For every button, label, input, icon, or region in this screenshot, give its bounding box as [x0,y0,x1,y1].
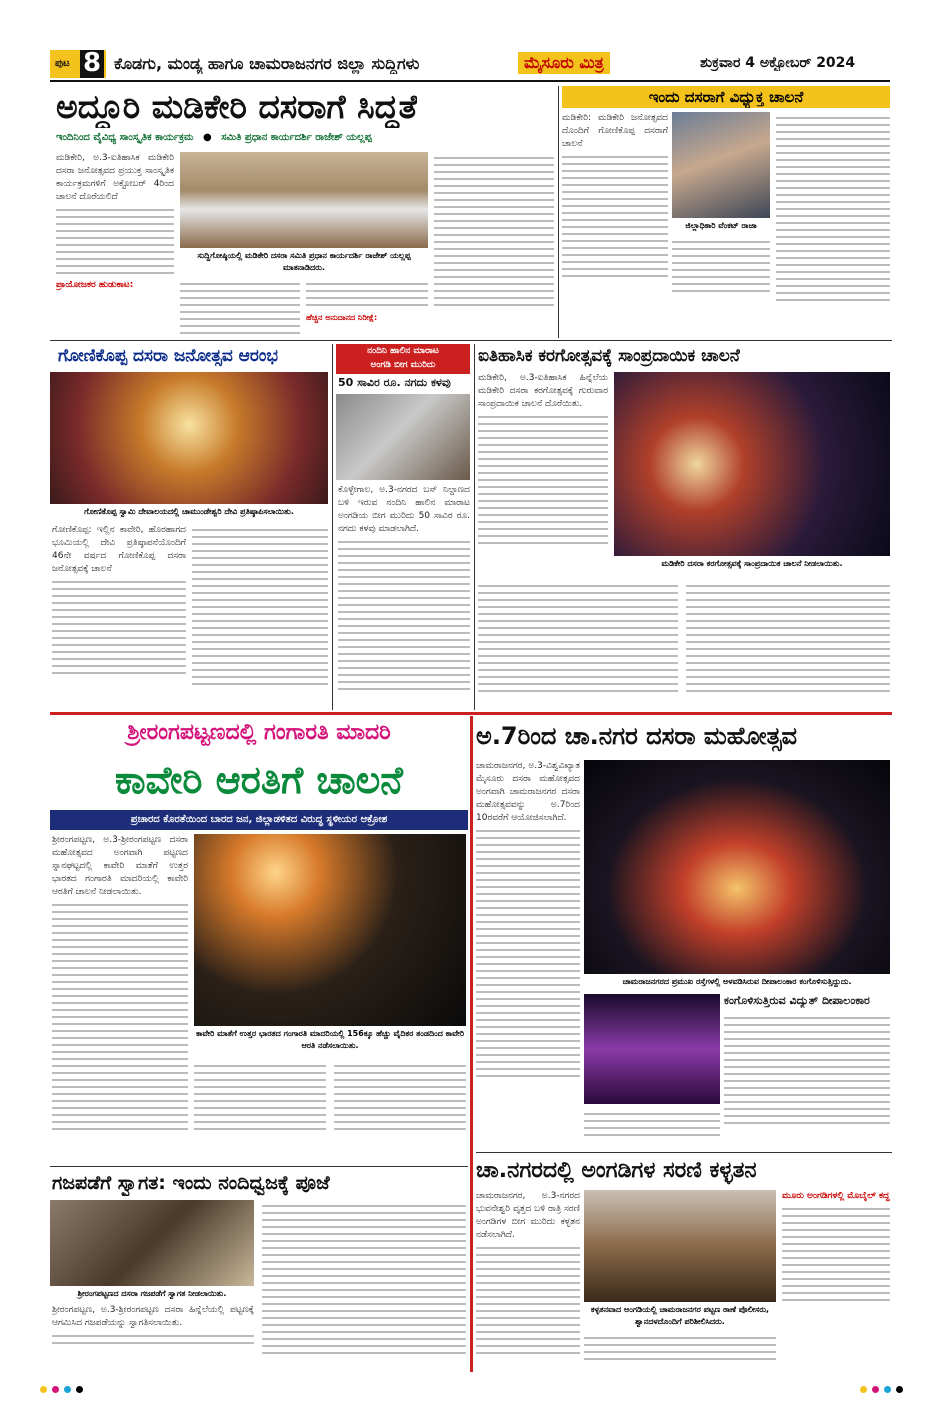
kicker-mobile: ಮೂರು ಅಂಗಡಿಗಳಲ್ಲಿ ಮೊಬೈಲ್ ಕದ್ದ [782,1191,890,1201]
body-col-c [776,112,890,336]
body-col-c [686,580,890,708]
page-number-box [50,50,106,78]
press-meet-caption: ಸುದ್ದಿಗೋಷ್ಠಿಯಲ್ಲಿ ಮಡಿಕೇರಿ ದಸರಾ ಸಮಿತಿ ಪ್ರಧಾನ ಕಾರ್ಯದರ್ಶಿ ರಾಜೇಶ್ ಯಲ್ಲಪ್ಪ ಮಾತನಾಡಿದರು. [197,251,411,272]
body-col-c [782,1190,890,1372]
body-col-b [478,580,678,708]
story-karagotsava [478,344,892,710]
story-gonikoppa [50,344,330,710]
body-col-b [584,1108,720,1148]
subhead-row: ಇಂದಿನಿಂದ ವೈವಿಧ್ಯ ಸಾಂಸ್ಕೃತಿಕ ಕಾರ್ಯಕ್ರಮ ● ಸಮಿತಿ ಪ್ರಧಾನ ಕಾರ್ಯದರ್ಶಿ ರಾಜೇಶ್ ಯಲ್ಲಪ್ಪ [56,132,372,143]
strap-bar: ಪ್ರಚಾರದ ಕೊರತೆಯಿಂದ ಬಾರದ ಜನ, ಜಿಲ್ಲಾಡಳಿತದ ವಿರುದ್ಧ ಸ್ಥಳೀಯರ ಆಕ್ರೋಶ [50,810,468,830]
headline: ಚಾ.ನಗರದಲ್ಲಿ ಅಂಗಡಿಗಳ ಸರಣಿ ಕಳ್ಳತನ [476,1158,757,1183]
lead-paragraph: ಶ್ರೀರಂಗಪಟ್ಟಣ, ಅ.3-ಶ್ರೀರಂಗಪಟ್ಟಣ ದಸರಾ ಹಿನ್ನೆಲೆಯಲ್ಲಿ ಪಟ್ಟಣಕ್ಕೆ ಆಗಮಿಸಿದ ಗಜಪಡೆಯನ್ನು ಸ್ವಾಗತಿಸಲಾಯಿತು. [52,1304,254,1372]
press-meet-photo [180,152,428,248]
story-kaveri-aarti [50,716,468,1164]
police-dog-photo [584,1190,776,1302]
elephant-photo [50,1200,254,1286]
headline: ಇಂದು ದಸರಾಗೆ ವಿಧ್ಯುಕ್ತ ಚಾಲನೆ [562,86,890,108]
story-chamarajanagar-dasara [476,716,892,1150]
kicker-grant: ಹೆಚ್ಚಿನ ಅನುದಾನದ ನಿರೀಕ್ಷೆ: [306,313,378,322]
headline: ಅ.7ರಿಂದ ಚಾ.ನಗರ ದಸರಾ ಮಹೋತ್ಸವ [476,722,797,750]
body-col-c [334,1060,466,1162]
kicker-1: ನಂದಿನಿ ಹಾಲಿನ ಮಾರಾಟ [367,346,439,356]
goddess-photo [50,372,328,504]
story-elephant-welcome [50,1170,468,1374]
body-col-b [194,1060,326,1162]
lead-paragraph: ಕೊಳ್ಳೇಗಾಲ, ಅ.3-ನಗರದ ಬಸ್ ನಿಲ್ದಾಣದ ಬಳಿ ಇರುವ ನಂದಿನಿ ಹಾಲಿನ ಮಾರಾಟ ಅಂಗಡಿಯ ಬೀಗ ಮುರಿದು 50 ಸಾವಿರ ರೂ. ನಗದು ಕಳವು ಮಾಡಲಾಗಿದೆ. [338,484,470,708]
lights-caption: ಚಾಮರಾಜನಗರದ ಪ್ರಮುಖ ರಸ್ತೆಗಳಲ್ಲಿ ಅಳವಡಿಸಿರುವ ದೀಪಾಲಂಕಾರ ಕಂಗೊಳಿಸುತ್ತಿದ್ದುದು. [622,977,852,986]
karaga-caption: ಮಡಿಕೇರಿ ದಸರಾ ಕರಗೋತ್ಸವಕ್ಕೆ ಸಾಂಪ್ರದಾಯಿಕ ಚಾಲನೆ ನೀಡಲಾಯಿತು. [661,559,843,568]
page-header [50,48,890,82]
body-col-b [192,524,328,708]
lead-paragraph: ಚಾಮರಾಜನಗರ, ಅ.3-ವಿಶ್ವವಿಖ್ಯಾತ ಮೈಸೂರು ದಸರಾ ಮಹೋತ್ಸವದ ಅಂಗವಾಗಿ ಚಾಮರಾಜನಗರ ದಸರಾ ಮಹೋತ್ಸವವನ್ನು ಅ.7ರಿಂದ 10ರವರೆಗೆ ಆಯೋಜಿಸಲಾಗಿದೆ. [476,760,580,1148]
paper-name: ಮೈಸೂರು ಮಿತ್ರ [518,52,610,74]
story-nandini-theft [336,344,472,710]
body-col-b [584,1332,776,1372]
lead-paragraph: ಮಡಿಕೇರಿ, ಅ.3-ಐತಿಹಾಸಿಕ ಹಿನ್ನೆಲೆಯ ಮಡಿಕೇರಿ ದಸರಾ ಕರಗೋತ್ಸವಕ್ಕೆ ಗುರುವಾರ ಸಾಂಪ್ರದಾಯಿಕ ಚಾಲನೆ ದೊರೆಯಿತು. [478,372,608,578]
body-col-b [306,278,428,334]
kicker-2: ಅಂಗಡಿ ಬೀಗ ಮುರಿದು [370,360,436,370]
dc-caption: ಜಿಲ್ಲಾಧಿಕಾರಿ ವೆಂಕಟ್ ರಾಜಾ [685,221,757,230]
subhead-1: ಇಂದಿನಿಂದ ವೈವಿಧ್ಯ ಸಾಂಸ್ಕೃತಿಕ ಕಾರ್ಯಕ್ರಮ [56,132,194,143]
headline: ಅದ್ಧೂರಿ ಮಡಿಕೇರಿ ದಸರಾಗೆ ಸಿದ್ಧತೆ [56,87,418,126]
lead-paragraph: ಮಡಿಕೇರಿ: ಮಡಿಕೇರಿ ಜನೋತ್ಸವದ ದೊಂದಿಗೆ ಗೋಣಿಕೊಪ್ಪ ದಸರಾಗೆ ಚಾಲನೆ [562,112,668,336]
aarti-caption: ಕಾವೇರಿ ಮಾತೆಗೆ ಉತ್ತರ ಭಾರತದ ಗಂಗಾರತಿ ಮಾದರಿಯಲ್ಲಿ 156ಕ್ಕೂ ಹೆಚ್ಚು ವೈದಿಕರ ತಂಡದಿಂದ ಕಾವೇರಿ ಆರತಿ ನಡೆಸಲಾಯಿತು. [195,1029,465,1050]
lead-paragraph: ಶ್ರೀರಂಗಪಟ್ಟಣ, ಅ.3-ಶ್ರೀರಂಗಪಟ್ಟಣ ದಸರಾ ಮಹೋತ್ಸವದ ಅಂಗವಾಗಿ ಪಟ್ಟಣದ ಸ್ನಾನಘಟ್ಟದಲ್ಲಿ ಕಾವೇರಿ ಮಾತೆಗೆ ಉತ್ತರ ಭಾರತದ ಗಂಗಾರತಿ ಮಾದರಿಯಲ್ಲಿ ಕಾವೇರಿ ಆರತಿಗೆ ಚಾಲನೆ ನೀಡಲಾಯಿತು. [52,834,188,1162]
red-rule [50,712,892,715]
headline: ಐತಿಹಾಸಿಕ ಕರಗೋತ್ಸವಕ್ಕೆ ಸಾಂಪ್ರದಾಯಿಕ ಚಾಲನೆ [478,346,740,366]
story-shop-thefts [476,1156,892,1374]
section-title: ಕೊಡಗು, ಮಂಡ್ಯ ಹಾಗೂ ಚಾಮರಾಜನಗರ ಜಿಲ್ಲಾ ಸುದ್ದಿಗಳು [114,54,420,73]
elephant-caption: ಶ್ರೀರಂಗಪಟ್ಟಣದ ದಸರಾ ಗಜಪಡೆಗೆ ಸ್ವಾಗತ ನೀಡಲಾಯಿತು. [77,1289,227,1298]
body-col-b [672,236,770,334]
dc-photo [672,112,770,218]
aarti-photo [194,834,466,1026]
lead-paragraph: ಚಾಮರಾಜನಗರ, ಅ.3-ನಗರದ ಭುವನೇಶ್ವರಿ ವೃತ್ತದ ಬಳಿ ರಾತ್ರಿ ಸರಣಿ ಅಂಗಡಿಗಳ ಬೀಗ ಮುರಿದು ಕಳ್ಳತನ ನಡೆಸಲಾಗಿದೆ. [476,1190,580,1372]
kicker-sponsor: ಪ್ರಾಯೋಜಕರ ಹುಡುಕಾಟ: [56,280,134,290]
headline-line1: ಶ್ರೀರಂಗಪಟ್ಟಣದಲ್ಲಿ ಗಂಗಾರತಿ ಮಾದರಿ [127,720,391,745]
story-madikeri-dasara [50,86,555,338]
subhead-2: ಸಮಿತಿ ಪ್ರಧಾನ ಕಾರ್ಯದರ್ಶಿ ರಾಜೇಶ್ ಯಲ್ಲಪ್ಪ [221,132,372,143]
red-rule-vertical [470,716,473,1372]
body-col-c [434,152,554,334]
body-col-b [262,1200,466,1372]
body-col-c [724,1012,890,1148]
story-dasara-start [562,86,892,338]
karaga-photo [614,372,890,556]
page-label: ಪುಟ [55,58,70,69]
headline-line2: ಕಾವೇರಿ ಆರತಿಗೆ ಚಾಲನೆ [115,758,403,802]
sub-headline: ಕಂಗೊಳಿಸುತ್ತಿರುವ ವಿದ್ಯುತ್ ದೀಪಾಲಂಕಾರ [724,994,870,1007]
page-date: ಶುಕ್ರವಾರ 4 ಅಕ್ಟೋಬರ್ 2024 [700,55,856,71]
lead-paragraph: ಗೋಣಿಕೊಪ್ಪ: ಇಲ್ಲಿನ ಕಾವೇರಿ, ಹೊರಹಾಗದ ಭೂಮಿಯಲ್ಲಿ ದೇವಿ ಪ್ರತಿಷ್ಠಾಪನೆಯೊಂದಿಗೆ 46ನೇ ವರ್ಷದ ಗೋಣಿಕೊಪ್ಪ ದಸರಾ ಜನೋತ್ಸವಕ್ಕೆ ಚಾಲನೆ [52,524,186,708]
page-number: 8 [80,50,104,78]
headline: ಗಜಪಡೆಗೆ ಸ್ವಾಗತ: ಇಂದು ನಂದಿಧ್ವಜಕ್ಕೆ ಪೂಜೆ [52,1172,330,1194]
lights-photo [584,760,890,974]
kicker-box [336,344,470,374]
headline: ಗೋಣಿಕೊಪ್ಪ ದಸರಾ ಜನೋತ್ಸವ ಆರಂಭ [58,346,279,366]
registration-marks [0,1380,945,1400]
goddess-caption: ಗೋಣಿಕೊಪ್ಪ ಸ್ವಾಮಿ ದೇವಾಲಯದಲ್ಲಿ ಚಾಮುಂಡೇಶ್ವರಿ ದೇವಿ ಪ್ರತಿಷ್ಠಾಪಿಸಲಾಯಿತು. [84,507,294,516]
shop-photo [336,394,470,480]
body-col-a [180,278,300,334]
lead-paragraph: ಮಡಿಕೇರಿ, ಅ.3-ಐತಿಹಾಸಿಕ ಮಡಿಕೇರಿ ದಸರಾ ಜನೋತ್ಸವದ ಪ್ರಯುಕ್ತ ಸಾಂಸ್ಕೃತಿಕ ಕಾರ್ಯಕ್ರಮಗಳಿಗೆ ಅಕ್ಟೋಬರ್ 4ರಿಂದ ಚಾಲನೆ ದೊರೆಯಲಿದೆ ಪ್ರಾಯೋಜಕರ ಹುಡುಕಾಟ: [56,153,174,290]
police-dog-caption: ಕಳ್ಳತನವಾದ ಅಂಗಡಿಯಲ್ಲಿ ಚಾಮರಾಜನಗರ ಪಟ್ಟಣ ಠಾಣೆ ಪೊಲೀಸರು, ಶ್ವಾನದಳದೊಂದಿಗೆ ಪರಿಶೀಲಿಸಿದರು. [590,1305,770,1326]
temple-lights-photo [584,994,720,1104]
headline: 50 ಸಾವಿರ ರೂ. ನಗದು ಕಳವು [338,376,451,389]
